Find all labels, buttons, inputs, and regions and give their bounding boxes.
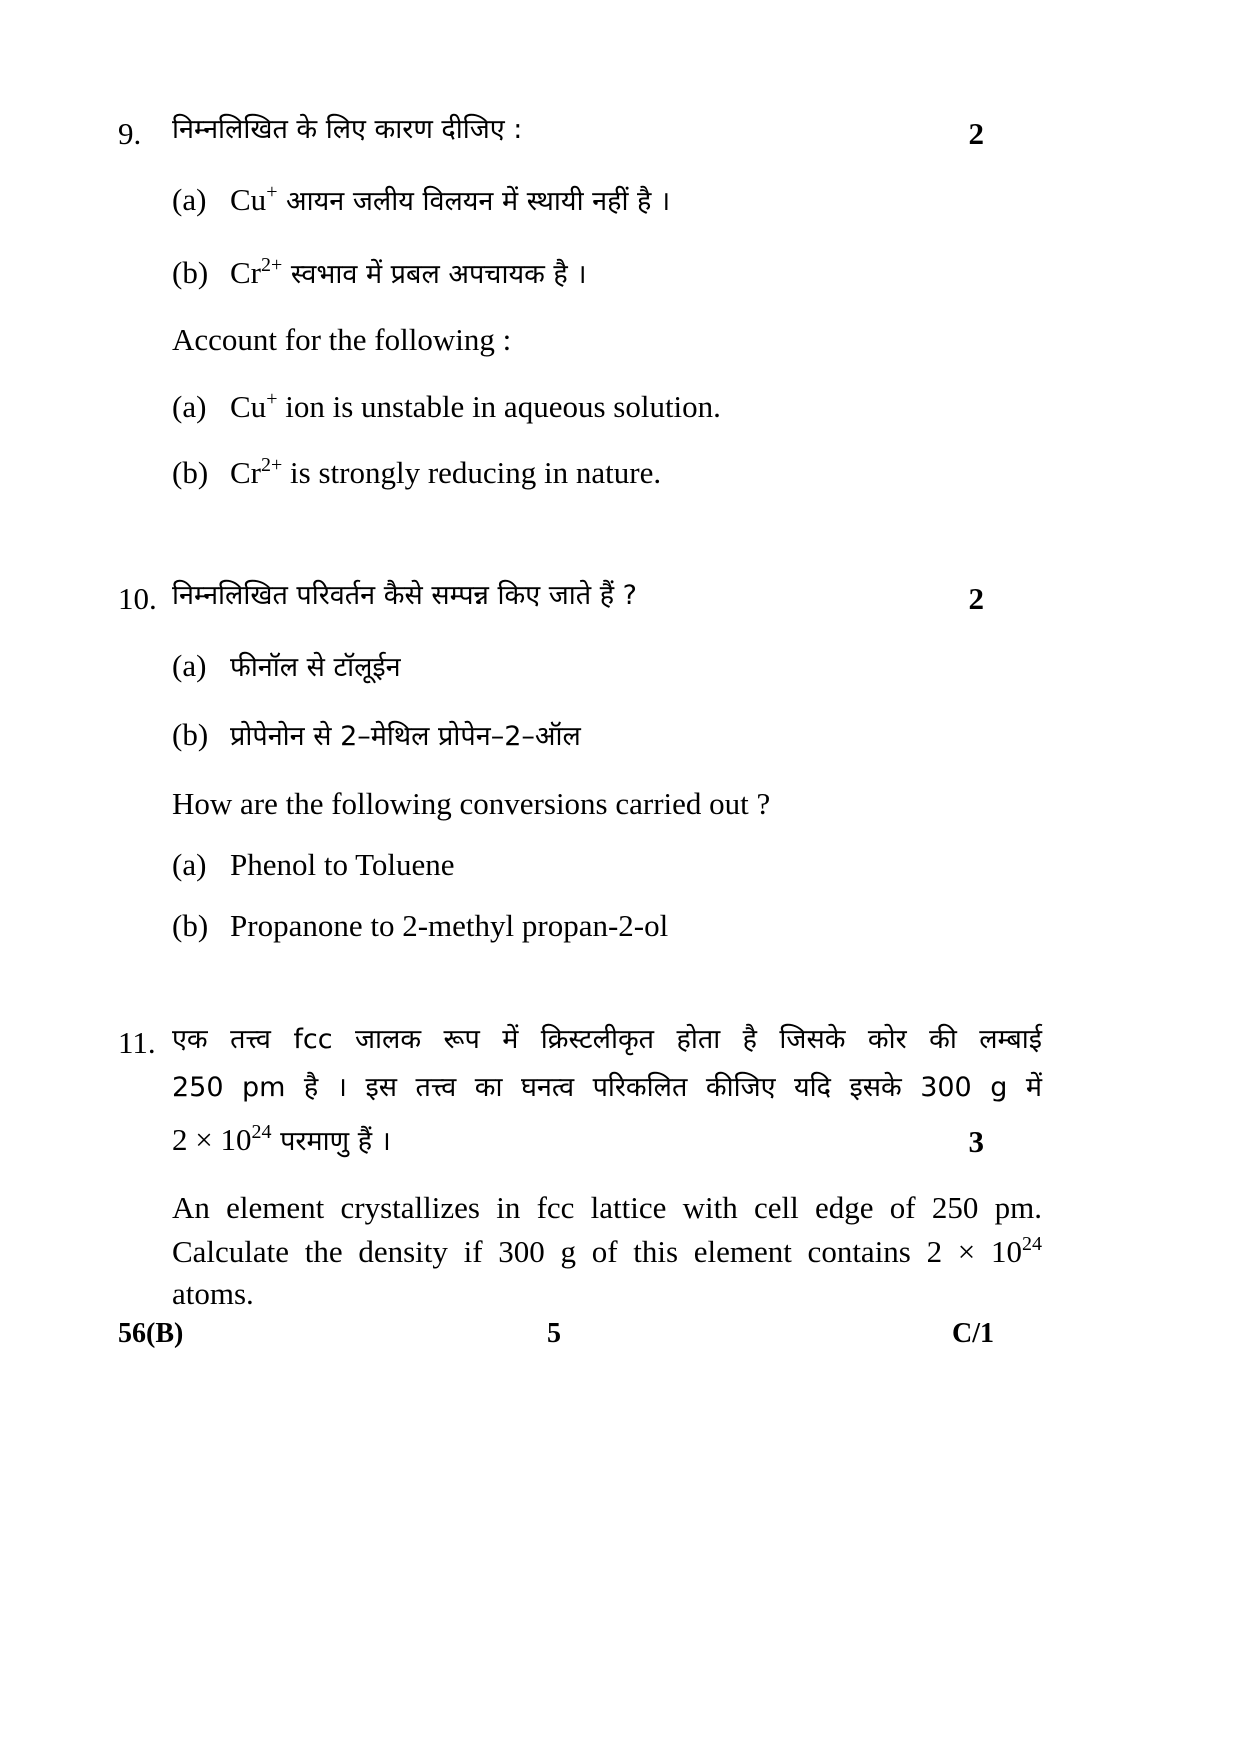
english-prompt: Account for the following :: [172, 322, 512, 357]
question-number: 9.: [118, 116, 142, 151]
hindi-prompt: निम्नलिखित के लिए कारण दीजिए :: [172, 114, 523, 145]
english-part-a: (a) Phenol to Toluene: [172, 847, 455, 882]
english-part-b: (b) Propanone to 2-methyl propan-2-ol: [172, 908, 669, 943]
hindi-part-a: (a) Cu+ आयन जलीय विलयन में स्थायी नहीं है ।: [172, 181, 671, 217]
question-number: 11.: [118, 1025, 156, 1060]
page-number: 5: [547, 1318, 561, 1349]
english-part-a: (a) Cu+ ion is unstable in aqueous solution.: [172, 388, 721, 424]
english-line-1: An element crystallizes in fcc lattice with cell edge of 250 pm.: [172, 1190, 1042, 1225]
hindi-line-2: 250 pm है । इस तत्त्व का घनत्व परिकलित कीजिए यदि इसके 300 g में: [172, 1072, 1042, 1103]
english-line-3: atoms.: [172, 1276, 254, 1311]
marks: 2: [968, 581, 984, 616]
hindi-line-1: एक तत्त्व fcc जालक रूप में क्रिस्टलीकृत होता है जिसके कोर की लम्बाई: [172, 1024, 1042, 1055]
hindi-part-a: (a) फीनॉल से टॉलूईन: [172, 648, 401, 683]
hindi-part-b: (b) $Cr^{2+}$ स्वभाव में प्रबल अपचायक है ।: [172, 254, 587, 290]
paper-code: 56(B): [118, 1318, 184, 1349]
marks: 2: [968, 116, 984, 151]
set-code: C/1: [952, 1318, 994, 1349]
english-prompt: How are the following conversions carried out ?: [172, 786, 771, 821]
question-number: 10.: [118, 581, 157, 616]
english-part-b: (b) $Cr^{2+}$ is strongly reducing in nature.: [172, 454, 662, 490]
hindi-part-b: (b) प्रोपेनोन से 2–मेथिल प्रोपेन–2–ऑल: [172, 717, 581, 752]
english-line-2: Calculate the density if 300 g of this element contains $2 \times 10^{24}$: [172, 1233, 1042, 1269]
hindi-line-3: $2 \times 10^{24}$ परमाणु हैं ।: [172, 1121, 391, 1157]
marks: 3: [968, 1124, 984, 1159]
hindi-prompt: निम्नलिखित परिवर्तन कैसे सम्पन्न किए जाते हैं ?: [172, 580, 637, 611]
